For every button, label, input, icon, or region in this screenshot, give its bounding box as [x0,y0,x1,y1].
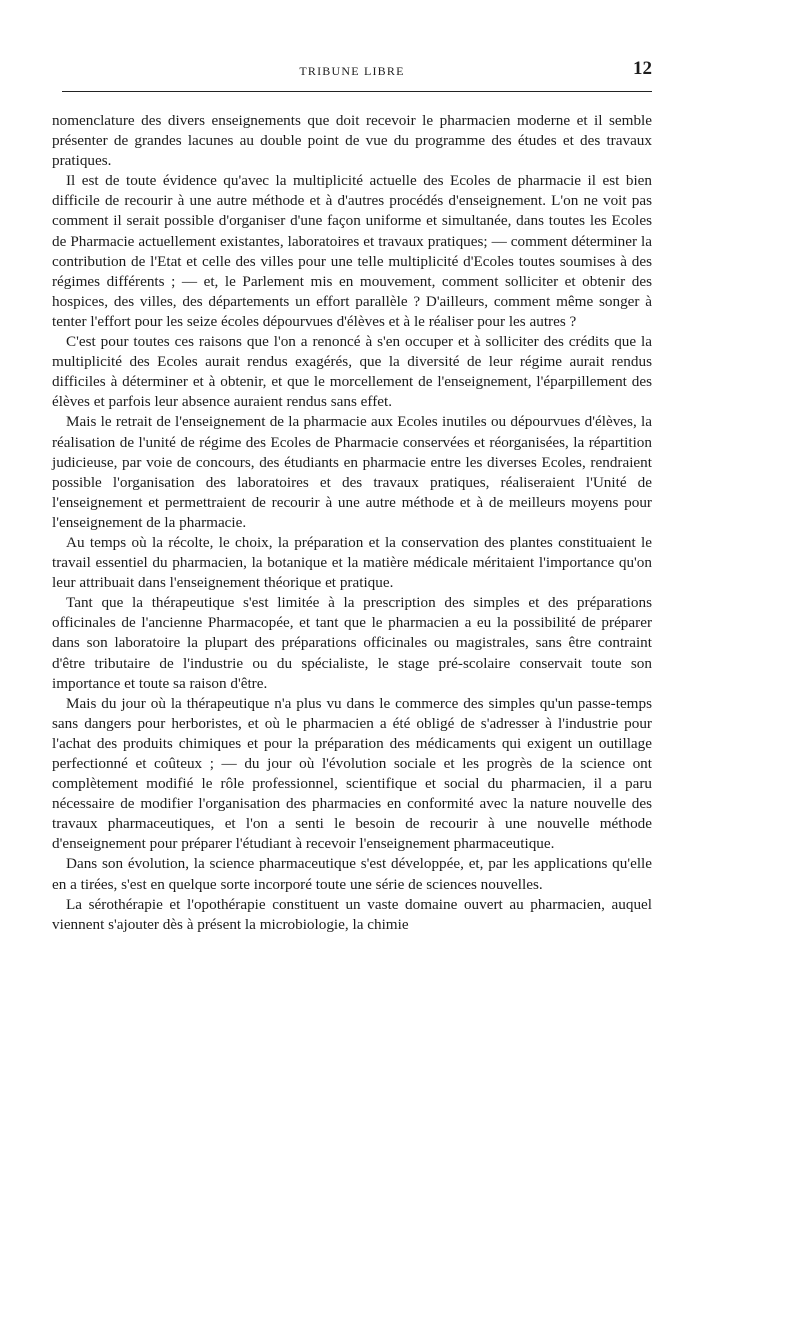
page-number: 12 [633,58,652,79]
paragraph: Tant que la thérapeutique s'est limitée à la prescription des simples et des préparations officinales de l'ancienne Pharmacopée, et tant que le pharmacien a eu la possibilité de préparer dans son laboratoire la plupart des préparations officinales ou magistrales, sans être contraint d'être tributaire de l'industrie ou du spécialiste, le stage pré-scolaire conservait toute son importance et toute sa raison d'être. [52,594,652,692]
paragraph: Mais le retrait de l'enseignement de la pharmacie aux Ecoles inutiles ou dépourvues d'élèves, la réalisation de l'unité de régime des Ecoles de Pharmacie conservées et réorganisées, la répartition judicieuse, par voie de concours, des étudiants en pharmacie entre les diverses Ecoles, rendraient possible l'organisation des laboratoires et des travaux pratiques, réaliseraient l'Unité de l'enseignement et permettraient de recourir à une autre méthode et à de meilleurs moyens pour l'enseignement de la pharmacie. [52,413,652,531]
running-title: TRIBUNE LIBRE [299,64,405,78]
header-rule [62,91,652,92]
book-page [52,0,652,933]
paragraph: Mais du jour où la thérapeutique n'a plus vu dans le commerce des simples qu'un passe-temps sans dangers pour herboristes, et où le pharmacien a été obligé de s'adresser à l'industrie pour l'achat des produits chimiques et pour la préparation des médicaments qui exigent un outillage perfectionné et coûteux ; — du jour où l'évolution sociale et les progrès de la science ont complètement modifié le rôle professionnel, scientifique et social du pharmacien, il a paru nécessaire de modifier l'organisation des pharmacies en conformité avec la nature nouvelle des travaux pharmaceutiques, et l'on a senti le besoin de recourir à une nouvelle méthode d'enseignement pour préparer l'étudiant à recevoir l'enseignement pharmaceutique. [52,694,652,853]
paragraph: Dans son évolution, la science pharmaceutique s'est développée, et, par les applications qu'elle en a tirées, s'est en quelque sorte incorporé toute une série de sciences nouvelles. [52,855,652,893]
page-header [52,0,652,84]
article-body [52,111,652,935]
paragraph: C'est pour toutes ces raisons que l'on a renoncé à s'en occuper et à solliciter des crédits que la multiplicité des Ecoles aurait rendus exagérés, que la diversité de leur régime aurait rendus difficiles à déterminer et à obtenir, et que le morcellement de l'enseignement, l'éparpillement des élèves et parfois leur absence auraient rendus sans effet. [52,333,652,411]
paragraph-truncated: La sérothérapie et l'opothérapie constituent un vaste domaine ouvert au pharmacien, auquel viennent s'ajouter dès à présent la microbiologie, la chimie [52,895,652,933]
paragraph: Au temps où la récolte, le choix, la préparation et la conservation des plantes constituaient le travail essentiel du pharmacien, la botanique et la matière médicale méritaient l'importance qu'on leur attribuait dans l'enseignement théorique et pratique. [52,533,652,592]
paragraph: Il est de toute évidence qu'avec la multiplicité actuelle des Ecoles de pharmacie il est bien difficile de recourir à une autre méthode et à d'autres procédés d'enseignement. L'on ne voit pas comment il serait possible d'organiser d'une façon uniforme et simultanée, dans toutes les Ecoles de Pharmacie actuellement existantes, laboratoires et travaux pratiques; — comment déterminer la contribution de l'Etat et celle des villes pour une telle multiplicité d'Ecoles toutes soumises à des régimes différents ; — et, le Parlement mis en mouvement, comment solliciter et obtenir des hospices, des villes, des départements un effort parallèle ? D'ailleurs, comment même songer à tenter l'effort pour les seize écoles dépourvues d'élèves et à le réaliser pour les autres ? [52,172,652,330]
paragraph-continued: nomenclature des divers enseignements que doit recevoir le pharmacien moderne et il semble présenter de grandes lacunes au double point de vue du programme des études et des travaux pratiques. [52,112,652,170]
